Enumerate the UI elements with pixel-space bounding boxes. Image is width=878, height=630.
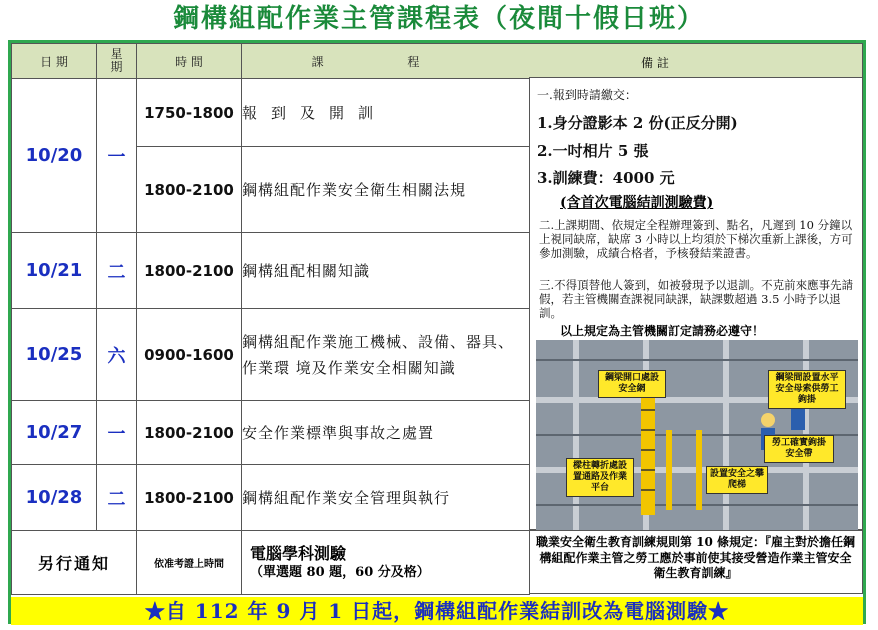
header-weekday [97,44,137,79]
notes-header [529,43,863,78]
row-course: 鋼構組配作業安全衛生相關法規 [242,147,530,233]
row-date: 10/21 [12,233,97,309]
row-date: 10/25 [12,309,97,401]
header-weekday-line2: 期 [110,60,123,74]
other-label: 另行通知 [12,531,137,595]
exam-title: 電腦學科測驗 [250,543,347,563]
row-course: 鋼構組配相關知識 [242,233,530,309]
table-row-other [12,531,530,595]
row-course: 鋼構組配作業施工機械、設備、器具、作業環 境及作業安全相關知識 [242,309,530,401]
exam-subtitle: （單選題 80 題，60 分及格） [250,564,430,580]
row-time: 1800-2100 [137,465,242,531]
sign-label: 鋼梁間設置水平安全母索供勞工鉤掛 [768,370,846,409]
page-title: 鋼構組配作業主管課程表（夜間十假日班） [172,4,705,34]
regulation-footnote: 職業安全衛生教育訓練規則第 10 條規定：『雇主對於擔任鋼構組配作業主管之勞工應於事前使其接受營造作業主管安全衛生教育訓練』 [529,530,863,594]
table-row [12,79,530,147]
sign-label: 設置安全之攀爬梯 [706,466,768,494]
header-time: 時 間 [137,44,242,79]
exam-cell [242,531,530,595]
row-weekday: 一 [97,79,137,233]
row-time: 1800-2100 [137,147,242,233]
steel-safety-illustration [536,340,858,530]
row-time: 1800-2100 [137,401,242,465]
table-row [12,309,530,401]
row-date: 10/28 [12,465,97,531]
row-time: 1800-2100 [137,233,242,309]
note-item-3: 三.不得頂替他人簽到，如被發現予以退訓。不克前來應事先請假，若主管機關查課視同缺課，缺課數超過 3.5 小時予以退訓。 [539,278,854,320]
note-item-1: 一.報到時請繳交： [537,88,637,102]
row-time: 1750-1800 [137,79,242,147]
row-course: 安全作業標準與事故之處置 [242,401,530,465]
header-date: 日 期 [12,44,97,79]
table-header-row [12,44,530,79]
row-weekday: 一 [97,401,137,465]
note-id-copy: 1.身分證影本 2 份(正反分開) [537,114,738,132]
table-row [12,233,530,309]
row-date: 10/27 [12,401,97,465]
row-course: 報到及開訓 [242,79,530,147]
header-weekday-line1: 星 [110,47,123,61]
rule-note: 以上規定為主管機關訂定請務必遵守！ [560,324,765,338]
note-item-2: 二.上課期間、依規定全程辦理簽到、點名，凡遲到 10 分鐘以上視同缺席，缺席 3 小時以上均須於下梯次重新上課後，方可參加測驗，成績合格者，予核發結業證書。 [539,218,853,260]
notes-header-label: 備 註 [641,56,669,70]
sign-label: 勞工確實鉤掛安全帶 [764,435,834,463]
table-row [12,465,530,531]
header-course: 課 程 [242,44,530,79]
other-time: 依准考證上時間 [137,531,242,595]
table-row [12,401,530,465]
row-weekday: 二 [97,465,137,531]
note-fee-detail: (含首次電腦結訓測驗費) [560,195,714,211]
row-weekday: 六 [97,309,137,401]
row-course: 鋼構組配作業安全管理與執行 [242,465,530,531]
row-date: 10/20 [12,79,97,233]
sign-label: 鋼梁開口處設安全網 [598,370,666,398]
sign-label: 樑柱轉折處設置通路及作業平台 [566,458,634,497]
row-time: 0900-1600 [137,309,242,401]
announcement-banner: ★自 112 年 9 月 1 日起，鋼構組配作業結訓改為電腦測驗★ [11,597,863,625]
schedule-table [11,43,530,595]
note-fee: 3.訓練費：4000 元 [537,169,675,187]
note-photo: 2.一吋相片 5 張 [537,142,649,160]
row-weekday: 二 [97,233,137,309]
